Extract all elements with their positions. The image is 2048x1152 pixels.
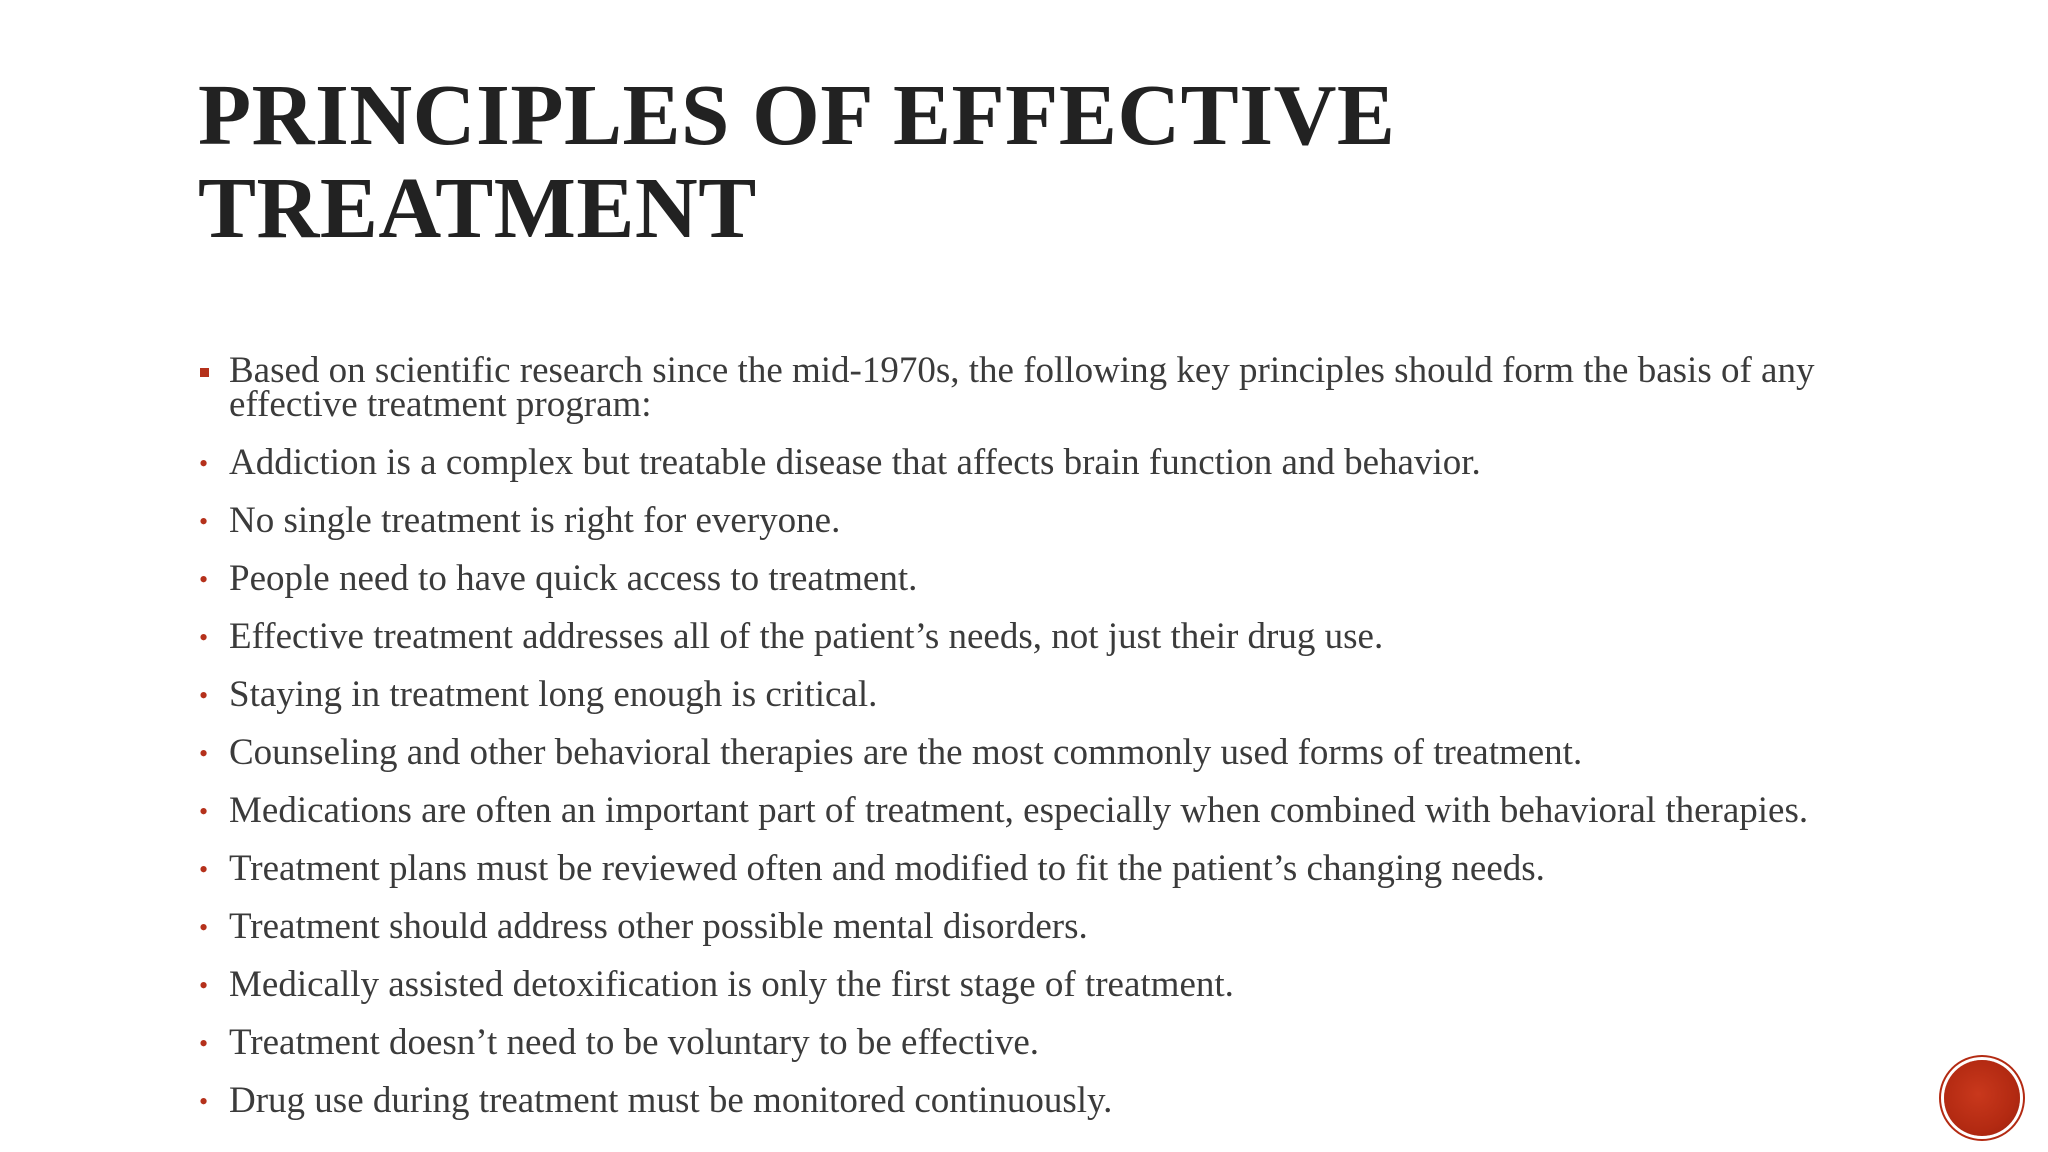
principle-text: Treatment plans must be reviewed often and modified to fit the patient’s changing needs. bbox=[229, 848, 1545, 889]
principle-item bbox=[198, 1080, 1848, 1121]
slide-nav-button[interactable] bbox=[1944, 1060, 2020, 1136]
principle-item bbox=[198, 674, 1848, 715]
principle-item bbox=[198, 906, 1848, 947]
bullet-icon: • bbox=[199, 913, 209, 942]
principle-item bbox=[198, 500, 1848, 541]
principle-text: Effective treatment addresses all of the patient’s needs, not just their drug use. bbox=[229, 616, 1384, 657]
principle-item bbox=[198, 848, 1848, 889]
principle-item bbox=[198, 442, 1848, 483]
principle-item bbox=[198, 790, 1848, 831]
principle-text: Drug use during treatment must be monitored continuously. bbox=[229, 1080, 1113, 1121]
principle-text: Addiction is a complex but treatable disease that affects brain function and behavior. bbox=[229, 442, 1481, 483]
slide-title bbox=[198, 68, 1798, 254]
principles-list bbox=[198, 350, 1848, 1142]
principle-text: People need to have quick access to treatment. bbox=[229, 558, 918, 599]
principle-text: No single treatment is right for everyone. bbox=[229, 500, 841, 541]
bullet-icon: • bbox=[199, 739, 209, 768]
bullet-icon: • bbox=[199, 1087, 209, 1116]
principle-item bbox=[198, 616, 1848, 657]
bullet-icon: • bbox=[199, 565, 209, 594]
intro-item bbox=[198, 350, 1848, 425]
slide-title-line-1: PRINCIPLES OF EFFECTIVE bbox=[198, 66, 1396, 163]
bullet-icon: • bbox=[199, 681, 209, 710]
bullet-icon: • bbox=[199, 971, 209, 1000]
principle-text: Medically assisted detoxification is only the first stage of treatment. bbox=[229, 964, 1234, 1005]
principle-item bbox=[198, 558, 1848, 599]
principle-item bbox=[198, 964, 1848, 1005]
bullet-icon: • bbox=[199, 1029, 209, 1058]
bullet-icon: • bbox=[199, 449, 209, 478]
bullet-icon: • bbox=[199, 797, 209, 826]
principle-text: Medications are often an important part of treatment, especially when combined with behavioral therapies. bbox=[229, 790, 1809, 831]
principle-text: Treatment should address other possible mental disorders. bbox=[229, 906, 1088, 947]
principle-item bbox=[198, 732, 1848, 773]
bullet-icon: • bbox=[199, 507, 209, 536]
square-bullet-icon bbox=[200, 368, 209, 377]
intro-text: Based on scientific research since the mid-1970s, the following key principles should form the basis of any effective treatment program: bbox=[229, 350, 1815, 425]
principle-item bbox=[198, 1022, 1848, 1063]
bullet-icon: • bbox=[199, 623, 209, 652]
principle-text: Counseling and other behavioral therapies are the most commonly used forms of treatment. bbox=[229, 732, 1583, 773]
slide-title-line-2: TREATMENT bbox=[198, 159, 757, 256]
principle-text: Staying in treatment long enough is critical. bbox=[229, 674, 878, 715]
principle-text: Treatment doesn’t need to be voluntary to be effective. bbox=[229, 1022, 1040, 1063]
bullet-icon: • bbox=[199, 855, 209, 884]
